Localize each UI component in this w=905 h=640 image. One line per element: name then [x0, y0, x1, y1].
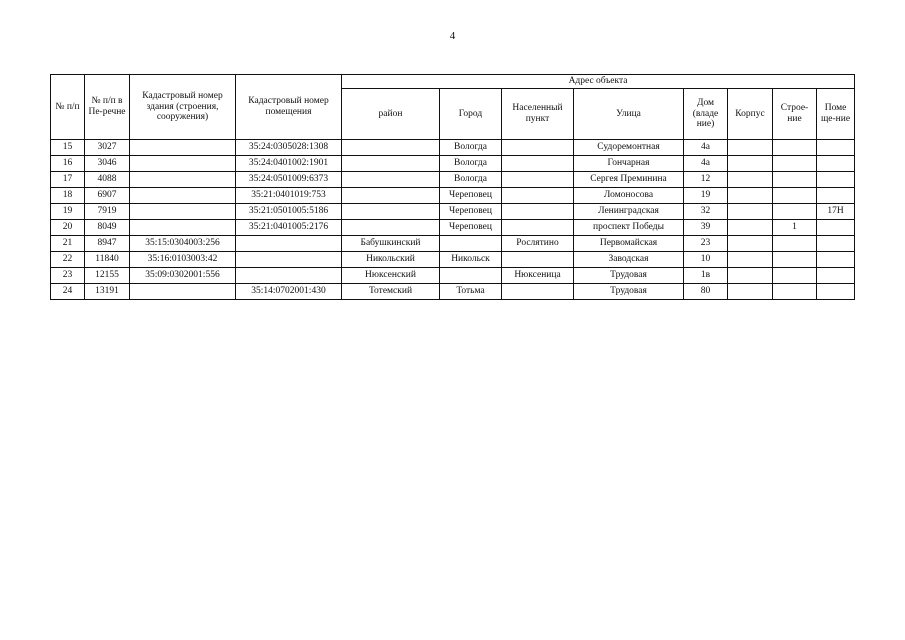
cell-num: 21 — [51, 236, 85, 252]
header-korpus: Корпус — [728, 89, 773, 140]
cell-room — [817, 236, 855, 252]
cell-num: 15 — [51, 140, 85, 156]
cell-building — [773, 268, 817, 284]
cell-list-num: 13191 — [85, 284, 130, 300]
cell-settlement — [502, 284, 574, 300]
cell-building-cadastral: 35:09:0302001:556 — [130, 268, 236, 284]
table-row — [51, 220, 855, 236]
cell-num: 24 — [51, 284, 85, 300]
header-room: Поме ще-ние — [817, 89, 855, 140]
cell-settlement — [502, 188, 574, 204]
cell-settlement — [502, 220, 574, 236]
cell-list-num: 8947 — [85, 236, 130, 252]
cell-city: Тотьма — [440, 284, 502, 300]
cell-district — [342, 220, 440, 236]
cell-building-cadastral — [130, 188, 236, 204]
cell-building-cadastral: 35:15:0304003:256 — [130, 236, 236, 252]
cell-num: 23 — [51, 268, 85, 284]
table-row — [51, 236, 855, 252]
cell-settlement — [502, 156, 574, 172]
cell-num: 20 — [51, 220, 85, 236]
cell-room-cadastral — [236, 236, 342, 252]
cell-room — [817, 268, 855, 284]
cell-korpus — [728, 172, 773, 188]
page-number: 4 — [449, 30, 456, 42]
cell-district: Тотемский — [342, 284, 440, 300]
cell-house: 39 — [684, 220, 728, 236]
cell-settlement — [502, 204, 574, 220]
cell-room-cadastral — [236, 252, 342, 268]
header-building: Строе-ние — [773, 89, 817, 140]
cell-room-cadastral: 35:21:0401019:753 — [236, 188, 342, 204]
table-row — [51, 172, 855, 188]
cell-list-num: 6907 — [85, 188, 130, 204]
cell-street: Судоремонтная — [574, 140, 684, 156]
cell-district — [342, 188, 440, 204]
cell-house: 12 — [684, 172, 728, 188]
cell-room-cadastral: 35:24:0401002:1901 — [236, 156, 342, 172]
table-row — [51, 140, 855, 156]
cell-street: Гончарная — [574, 156, 684, 172]
cell-num: 18 — [51, 188, 85, 204]
cell-district: Нюксенский — [342, 268, 440, 284]
header-room-cadastral: Кадастровый номер помещения — [236, 75, 342, 140]
cell-room-cadastral: 35:24:0501009:6373 — [236, 172, 342, 188]
cell-city: Вологда — [440, 172, 502, 188]
cell-house: 1в — [684, 268, 728, 284]
cell-room-cadastral: 35:14:0702001:430 — [236, 284, 342, 300]
cell-settlement: Нюксеница — [502, 268, 574, 284]
cell-street: Ломоносова — [574, 188, 684, 204]
cell-city: Вологда — [440, 140, 502, 156]
cell-room — [817, 156, 855, 172]
cell-building — [773, 252, 817, 268]
cell-building — [773, 188, 817, 204]
cell-building-cadastral: 35:16:0103003:42 — [130, 252, 236, 268]
table-row — [51, 252, 855, 268]
cell-house: 4а — [684, 140, 728, 156]
cell-city: Череповец — [440, 220, 502, 236]
cell-district: Никольский — [342, 252, 440, 268]
table-row — [51, 188, 855, 204]
cell-room: 17Н — [817, 204, 855, 220]
table-row — [51, 284, 855, 300]
cell-room — [817, 140, 855, 156]
cell-list-num: 12155 — [85, 268, 130, 284]
cell-settlement — [502, 140, 574, 156]
cell-district — [342, 156, 440, 172]
cell-street: Заводская — [574, 252, 684, 268]
cell-num: 17 — [51, 172, 85, 188]
cell-korpus — [728, 284, 773, 300]
cell-house: 10 — [684, 252, 728, 268]
cell-room-cadastral — [236, 268, 342, 284]
header-building-cadastral: Кадастровый номер здания (строения, сооружения) — [130, 75, 236, 140]
cell-korpus — [728, 252, 773, 268]
table-row — [51, 268, 855, 284]
cell-street: проспект Победы — [574, 220, 684, 236]
cell-district — [342, 172, 440, 188]
cell-building-cadastral — [130, 140, 236, 156]
cell-district — [342, 204, 440, 220]
cell-building-cadastral — [130, 204, 236, 220]
cell-city: Вологда — [440, 156, 502, 172]
table-row — [51, 204, 855, 220]
cell-house: 23 — [684, 236, 728, 252]
cell-korpus — [728, 188, 773, 204]
cell-room — [817, 172, 855, 188]
cell-room — [817, 188, 855, 204]
cell-num: 19 — [51, 204, 85, 220]
cell-settlement: Рослятино — [502, 236, 574, 252]
header-street: Улица — [574, 89, 684, 140]
cell-korpus — [728, 140, 773, 156]
cell-building-cadastral — [130, 220, 236, 236]
cell-house: 32 — [684, 204, 728, 220]
cell-building-cadastral — [130, 156, 236, 172]
cell-num: 16 — [51, 156, 85, 172]
cell-list-num: 4088 — [85, 172, 130, 188]
header-settlement: Населенный пункт — [502, 89, 574, 140]
cell-building: 1 — [773, 220, 817, 236]
cell-city: Череповец — [440, 188, 502, 204]
cell-street: Первомайская — [574, 236, 684, 252]
header-num: № п/п — [51, 75, 85, 140]
cell-building-cadastral — [130, 172, 236, 188]
cell-list-num: 3046 — [85, 156, 130, 172]
cell-settlement — [502, 252, 574, 268]
cell-settlement — [502, 172, 574, 188]
cell-building — [773, 156, 817, 172]
cell-korpus — [728, 156, 773, 172]
cell-list-num: 3027 — [85, 140, 130, 156]
cell-city: Никольск — [440, 252, 502, 268]
cell-street: Сергея Преминина — [574, 172, 684, 188]
cell-korpus — [728, 204, 773, 220]
cell-district: Бабушкинский — [342, 236, 440, 252]
cell-house: 4а — [684, 156, 728, 172]
cell-street: Трудовая — [574, 284, 684, 300]
cell-building — [773, 204, 817, 220]
cell-house: 19 — [684, 188, 728, 204]
cell-city — [440, 268, 502, 284]
header-address-group: Адрес объекта — [342, 75, 855, 89]
cell-district — [342, 140, 440, 156]
cell-room-cadastral: 35:21:0401005:2176 — [236, 220, 342, 236]
cell-house: 80 — [684, 284, 728, 300]
header-list-num: № п/п в Пе-речне — [85, 75, 130, 140]
header-city: Город — [440, 89, 502, 140]
cell-list-num: 8049 — [85, 220, 130, 236]
cell-building — [773, 172, 817, 188]
cell-city — [440, 236, 502, 252]
cell-room-cadastral: 35:21:0501005:5186 — [236, 204, 342, 220]
property-register-table — [50, 74, 855, 300]
header-district: район — [342, 89, 440, 140]
cell-building-cadastral — [130, 284, 236, 300]
cell-city: Череповец — [440, 204, 502, 220]
cell-room — [817, 252, 855, 268]
cell-list-num: 7919 — [85, 204, 130, 220]
table-row — [51, 156, 855, 172]
cell-street: Ленинградская — [574, 204, 684, 220]
cell-korpus — [728, 268, 773, 284]
cell-building — [773, 236, 817, 252]
cell-korpus — [728, 220, 773, 236]
cell-street: Трудовая — [574, 268, 684, 284]
cell-room-cadastral: 35:24:0305028:1308 — [236, 140, 342, 156]
cell-list-num: 11840 — [85, 252, 130, 268]
cell-building — [773, 284, 817, 300]
cell-room — [817, 284, 855, 300]
cell-building — [773, 140, 817, 156]
cell-room — [817, 220, 855, 236]
cell-korpus — [728, 236, 773, 252]
cell-num: 22 — [51, 252, 85, 268]
header-house: Дом (владе ние) — [684, 89, 728, 140]
